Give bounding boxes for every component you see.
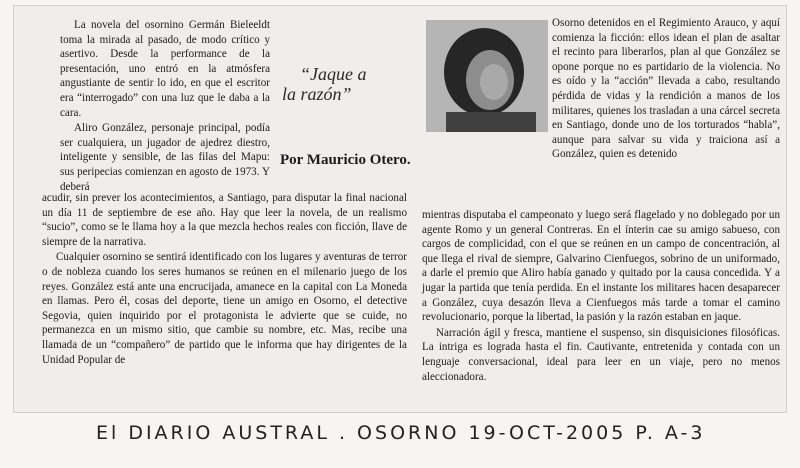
paragraph: acudir, sin prever los acontecimientos, a Santiago, para disputar la final nacional un día 11 de septiembre de ese año. Hay que leer la novela, de un realismo “sucio”, como se le llama hoy a la que mezcla hechos reales con ficción, llave de siempre de la narrativa. (42, 192, 407, 248)
paragraph: mientras disputaba el campeonato y luego será flagelado y no doblegado por un agente Romo y un general Contreras. En el ínterin cae su amigo sabueso, con cargos de complicidad, con el que se reúnen en un campo de concentración, al que llega el rival de siempre, Galvarino Cienfuegos, sobrino de un uniformado, a darle el premio que Aliro había ganado y quitado por la causa concedida. Y a jugar la partida que tenía perdida. En el instante los militares hacen desaparecer a González, cuya desazón lleva a Cienfuegos más tarde a tomar el camino revolucionario, porque la libertad, la pasión y la razón estaban en jaque. (422, 209, 780, 324)
paragraph: La novela del osornino Germán Bieleeldt toma la mirada al pasado, de modo crítico y asertivo. Desde la performance de la presentación, uno entró en la atmósfera angustiante de sentir lo ido, en que el escritor era “interrogado” con una luz que le daba a la cara. (60, 19, 270, 119)
paragraph: Cualquier osornino se sentirá identificado con los lugares y aventuras de terror o de nobleza cuando los seres humanos se reúnen en el milenario juego de los reyes. González está ante una encrucijada, amanece en la capital con La Moneda en llamas. Pero él, cosas del deporte, tiene un amigo en Osorno, el detective Segovia, quien inquirido por el protagonista le advierte que se cuide, no permanezca en un mismo sitio, que cambie su nombre, etc. Mas, recibe una llamada de un “compañero” de partido que le informa que hay dirigentes de la Unidad Popular de (42, 251, 407, 366)
title-line: la razón” (282, 84, 352, 104)
author-photo (426, 20, 548, 132)
article-column-left-top (60, 18, 270, 194)
article-column-right-top (552, 16, 780, 162)
portrait-photo-icon (426, 20, 548, 132)
paragraph: Narración ágil y fresca, mantiene el suspenso, sin disquisiciones filosóficas. La intriga es lograda hasta el fin. Cautivante, entretenida y contada con un lenguaje conversacional, ideal para leer en un viaje, pero no menos aleccionadora. (422, 326, 780, 383)
paragraph: Aliro González, personaje principal, podía ser cualquiera, un jugador de ajedrez diestro, inteligente y sensible, de las filas del Mapu: sus peripecias comienzan en agosto de 1973. Y deberá (60, 122, 270, 193)
newspaper-clipping (14, 6, 786, 412)
article-column-right-bottom (422, 208, 780, 384)
title-line: “Jaque a (300, 64, 367, 84)
byline: Por Mauricio Otero. (280, 152, 411, 168)
handwritten-source-note: El DIARIO AUSTRAL . OSORNO 19-OCT-2005 P. A-3 (96, 422, 706, 444)
paragraph: Osorno detenidos en el Regimiento Arauco, y aquí comienza la ficción: ellos idean el plan de asaltar el recinto para liberarlos, plan al que González se opone porque no es partidario de la violencia. No es oído y la “acción” llevada a cabo, resultando pérdida de vidas y la rendición a manos de los militares, quienes los trasladan a una cárcel secreta en Santiago, donde uno de los torturados “habla”, aunque para salvar su vida y traiciona así a González, quien es detenido (552, 17, 780, 161)
article-column-left-bottom (42, 191, 407, 367)
article-title (282, 64, 367, 104)
